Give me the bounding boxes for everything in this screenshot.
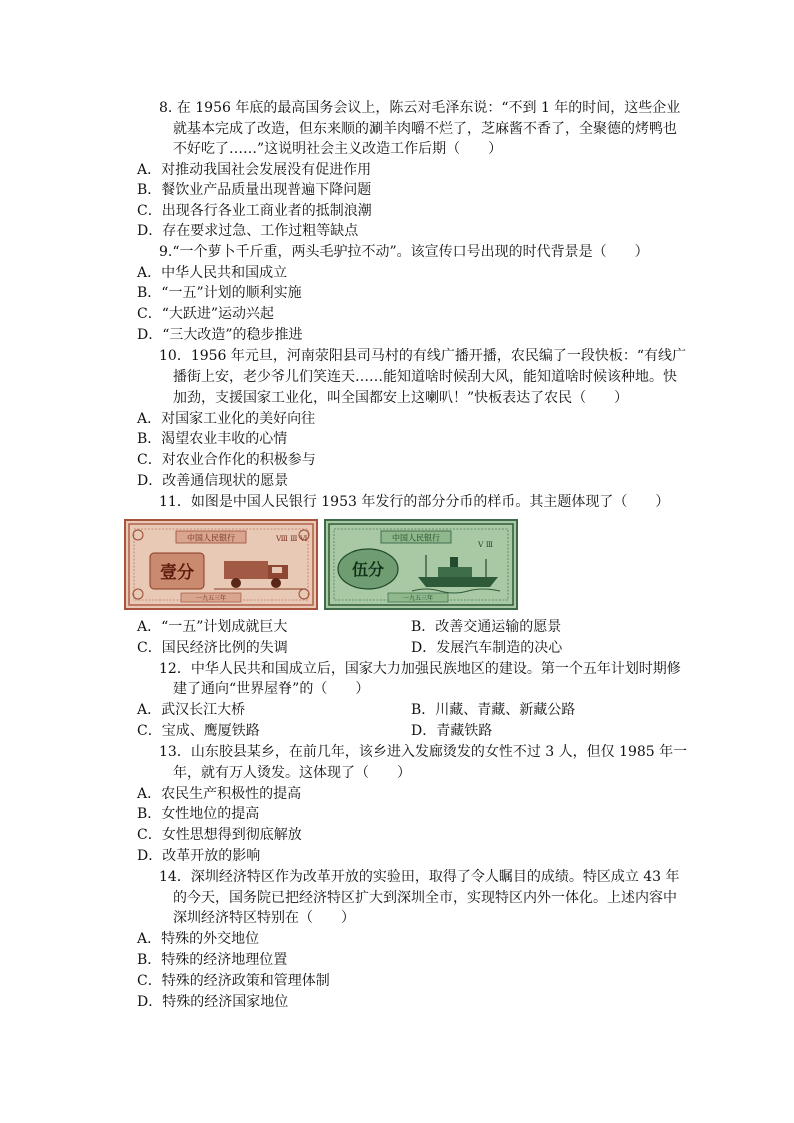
- banknote-one-fen-bank: 中国人民银行: [187, 533, 235, 543]
- banknote-five-fen-serial: Ⅴ Ⅲ: [478, 540, 494, 549]
- question-13-stem-line-2: 年，就有万人烫发。这体现了（ ）: [173, 765, 411, 781]
- question-12-option-a: A．武汉长江大桥: [137, 702, 246, 718]
- banknote-one-fen-denomination: 壹分: [160, 563, 194, 583]
- question-9-option-b: B．“一五”计划的顺利实施: [137, 285, 302, 301]
- question-8-stem-line-3: 不好吃了……”这说明社会主义改造工作后期（ ）: [173, 141, 503, 157]
- question-10-option-b: B．渴望农业丰收的心情: [137, 431, 288, 447]
- question-9-option-d: D．“三大改造”的稳步推进: [137, 327, 303, 343]
- question-10-option-c: C．对农业合作化的积极参与: [137, 452, 316, 468]
- banknote-one-fen-art: [126, 521, 316, 608]
- question-14-stem-line-3: 深圳经济特区特别在（ ）: [173, 910, 355, 926]
- question-14-stem-line-2: 的今天，国务院已把经济特区扩大到深圳全市，实现特区内外一体化。上述内容中: [173, 890, 677, 906]
- question-8-option-d: D．存在要求过急、工作过粗等缺点: [137, 223, 359, 239]
- question-10-stem-line-2: 播街上安，老少爷儿们笑连天……能知道啥时候刮大风，能知道啥时候该种地。快: [173, 369, 677, 385]
- question-11-option-c: C．国民经济比例的失调: [137, 640, 288, 656]
- question-10-option-d: D．改善通信现状的愿景: [137, 473, 289, 489]
- question-14-option-b: B．特殊的经济地理位置: [137, 952, 288, 968]
- question-9-stem: 9.“一个萝卜千斤重，两头毛驴拉不动”。该宣传口号出现的时代背景是（ ）: [159, 244, 649, 260]
- question-8-option-c: C．出现各行各业工商业者的抵制浪潮: [137, 203, 372, 219]
- question-9-option-c: C．“大跃进”运动兴起: [137, 306, 275, 322]
- question-8-stem-line-2: 就基本完成了改造，但东来顺的涮羊肉嚼不烂了，芝麻酱不香了，全聚德的烤鸭也: [173, 121, 677, 137]
- question-12-stem-line-1: 12．中华人民共和国成立后，国家大力加强民族地区的建设。第一个五年计划时期修: [159, 661, 681, 677]
- banknote-one-fen: [124, 519, 318, 610]
- question-8-option-b: B．餐饮业产品质量出现普遍下降问题: [137, 182, 372, 198]
- question-9-option-a: A．中华人民共和国成立: [137, 265, 288, 281]
- banknote-five-fen: [324, 519, 518, 610]
- question-12-option-c: C．宝成、鹰厦铁路: [137, 723, 260, 739]
- question-13-option-d: D．改革开放的影响: [137, 848, 261, 864]
- question-14-option-d: D．特殊的经济国家地位: [137, 994, 289, 1010]
- question-11-option-a: A．“一五”计划成就巨大: [137, 619, 288, 635]
- question-12-stem-line-2: 建了通向“世界屋脊”的（ ）: [173, 681, 370, 697]
- question-14-option-c: C．特殊的经济政策和管理体制: [137, 973, 330, 989]
- banknote-five-fen-denomination: 伍分: [351, 560, 385, 579]
- question-8-option-a: A．对推动我国社会发展没有促进作用: [137, 162, 372, 178]
- banknote-five-fen-art: [326, 521, 516, 608]
- question-11-option-d: D．发展汽车制造的决心: [411, 640, 563, 656]
- banknote-one-fen-serial: Ⅷ Ⅲ Ⅵ: [276, 534, 308, 543]
- question-10-stem-line-1: 10．1956 年元旦，河南荥阳县司马村的有线广播开播，农民编了一段快板：“有线广: [159, 348, 687, 364]
- question-10-stem-line-3: 加劲，支援国家工业化，叫全国都安上这喇叭！”快板表达了农民（ ）: [173, 390, 629, 406]
- question-12-option-b: B．川藏、青藏、新藏公路: [411, 702, 576, 718]
- question-13-option-c: C．女性思想得到彻底解放: [137, 827, 302, 843]
- question-13-stem-line-1: 13．山东胶县某乡，在前几年，该乡进入发廊烫发的女性不过 3 人，但仅 1985 年一: [159, 744, 688, 760]
- banknote-five-fen-year: 一九五三年: [402, 595, 434, 602]
- banknote-one-fen-year: 一九五三年: [195, 595, 227, 602]
- question-14-stem-line-1: 14．深圳经济特区作为改革开放的实验田，取得了令人瞩目的成绩。特区成立 43 年: [159, 869, 680, 885]
- question-13-option-b: B．女性地位的提高: [137, 806, 260, 822]
- question-8-stem-line-1: 8. 在 1956 年底的最高国务会议上，陈云对毛泽东说：“不到 1 年的时间，这些企业: [159, 100, 681, 116]
- question-14-option-a: A．特殊的外交地位: [137, 931, 260, 947]
- question-11-option-b: B．改善交通运输的愿景: [411, 619, 562, 635]
- banknote-five-fen-bank: 中国人民银行: [392, 533, 440, 543]
- question-12-option-d: D．青藏铁路: [411, 723, 493, 739]
- question-11-stem: 11．如图是中国人民银行 1953 年发行的部分分币的样币。其主题体现了（ ）: [159, 494, 670, 510]
- question-13-option-a: A．农民生产积极性的提高: [137, 786, 302, 802]
- question-10-option-a: A．对国家工业化的美好向往: [137, 411, 316, 427]
